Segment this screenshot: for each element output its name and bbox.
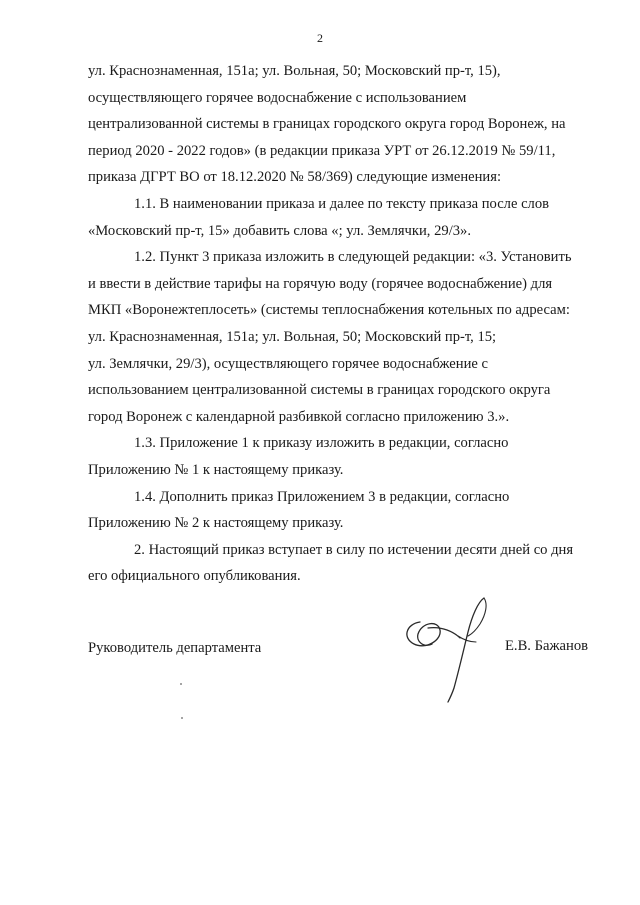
text-line: город Воронеж с календарной разбивкой согласно приложению 3.». (88, 408, 510, 425)
text-line: 1.3. Приложение 1 к приказу изложить в редакции, согласно (134, 435, 509, 452)
paragraph-1-1 (88, 191, 588, 244)
text-line: ул. Краснознаменная, 151а; ул. Вольная, 50; Московский пр-т, 15), (88, 63, 501, 79)
text-line: период 2020 - 2022 годов» (в редакции приказа УРТ от 26.12.2019 № 59/11, (88, 142, 556, 159)
signatory-name: Е.В. Бажанов (505, 638, 589, 654)
scan-speck (181, 717, 183, 719)
paragraph-continuation (88, 58, 588, 191)
text-line: его официального опубликования. (88, 568, 301, 585)
scan-speck (180, 683, 182, 685)
signatory-title: Руководитель департамента (88, 640, 262, 656)
paragraph-2 (88, 537, 588, 590)
page-number: 2 (317, 31, 323, 45)
paragraph-1-2 (88, 244, 588, 430)
text-line: использованием централизованной системы в границах городского округа (88, 382, 551, 399)
text-line: централизованной системы в границах городского округа город Воронеж, на (88, 116, 566, 133)
text-line: ул. Землячки, 29/3), осуществляющего горячее водоснабжение с (88, 355, 488, 372)
text-line: 1.4. Дополнить приказ Приложением 3 в редакции, согласно (134, 488, 510, 505)
text-line: МКП «Воронежтеплосеть» (системы теплоснабжения котельных по адресам: (88, 302, 570, 319)
text-line: 1.2. Пункт 3 приказа изложить в следующей редакции: «3. Установить (134, 249, 572, 266)
text-line: 1.1. В наименовании приказа и далее по тексту приказа после слов (134, 195, 550, 212)
text-line: и ввести в действие тарифы на горячую воду (горячее водоснабжение) для (88, 275, 553, 292)
text-line: приказа ДГРТ ВО от 18.12.2020 № 58/369) следующие изменения: (88, 169, 501, 186)
paragraph-1-3 (88, 430, 588, 483)
handwritten-signature (398, 592, 498, 704)
text-line: 2. Настоящий приказ вступает в силу по истечении десяти дней со дня (134, 541, 574, 558)
text-line: Приложению № 2 к настоящему приказу. (88, 515, 344, 532)
paragraph-1-4 (88, 484, 588, 537)
text-line: ул. Краснознаменная, 151а; ул. Вольная, 50; Московский пр-т, 15; (88, 328, 497, 345)
text-line: осуществляющего горячее водоснабжение с использованием (88, 89, 467, 106)
document-body (88, 58, 588, 590)
text-line: Приложению № 1 к настоящему приказу. (88, 461, 344, 478)
text-line: «Московский пр-т, 15» добавить слова «; ул. Землячки, 29/3». (88, 222, 471, 239)
